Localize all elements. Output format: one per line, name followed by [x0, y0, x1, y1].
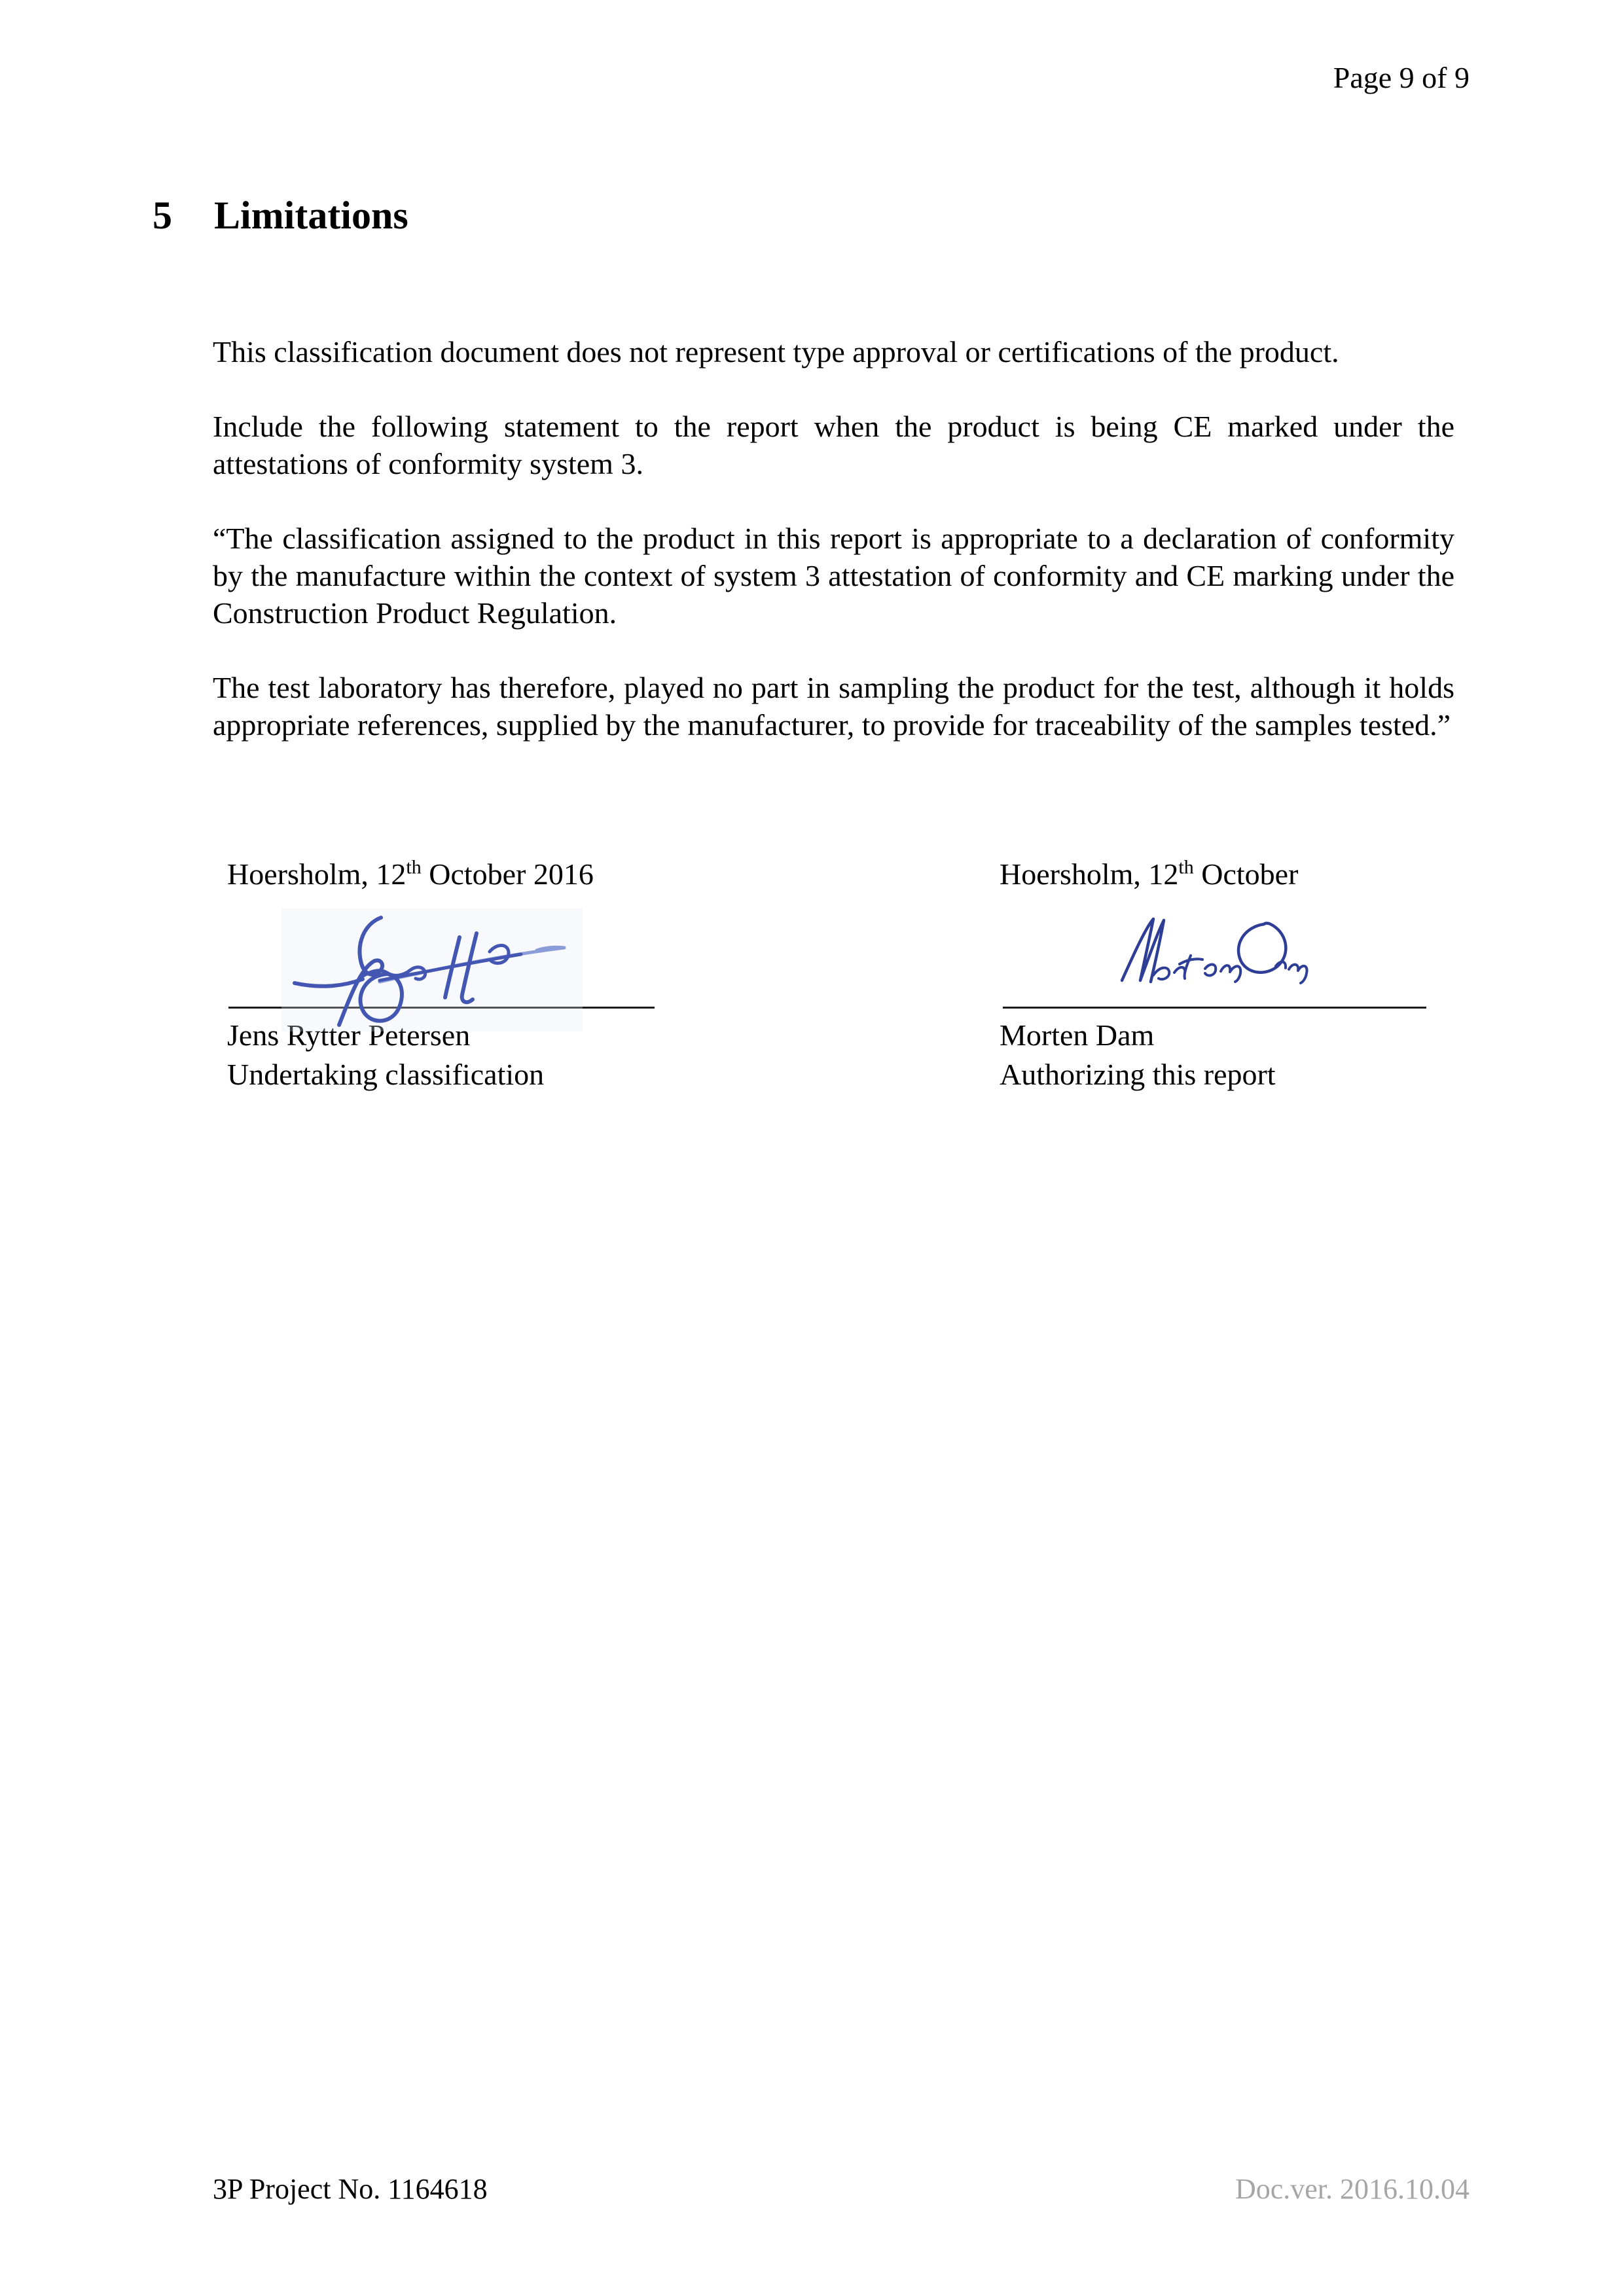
date-left-ordinal: th — [406, 856, 422, 878]
section-title: Limitations — [214, 194, 408, 237]
handwritten-signature-morten-icon — [1111, 914, 1309, 990]
paragraph-no-type-approval: This classification document does not represent type approval or certifications of the product. — [213, 335, 1339, 368]
paragraph-include-statement: Include the following statement to the report when the product is being CE marked under the attestations of conformity system 3. — [213, 410, 1454, 480]
signature-date-left — [227, 857, 594, 892]
section-heading — [153, 194, 408, 237]
paragraph-quote-start: “The classification assigned to the product in this report is appropriate to a declaration of conformity by the manufacture within the context of system 3 attestation of conformity and CE marking under the Construction Product Regulation. — [213, 522, 1454, 630]
signatory-right — [1000, 1016, 1276, 1094]
footer-project-number: 3P Project No. 1164618 — [213, 2173, 488, 2205]
signature-line-right — [1003, 1007, 1426, 1009]
date-right-suffix: October — [1193, 857, 1299, 891]
date-left-suffix: October 2016 — [421, 857, 594, 891]
signature-date-right — [1000, 857, 1298, 892]
footer-doc-version: Doc.ver. 2016.10.04 — [1235, 2173, 1470, 2205]
signatory-left-name: Jens Rytter Petersen — [227, 1018, 471, 1052]
date-right-prefix: Hoersholm, 12 — [1000, 857, 1179, 891]
date-left-prefix: Hoersholm, 12 — [227, 857, 406, 891]
handwritten-signature-jens-icon — [281, 908, 583, 1031]
paragraph-quote-end: The test laboratory has therefore, played no part in sampling the product for the test, although it holds appropriate references, supplied by the manufacturer, to provide for traceability of the samples tested.” — [213, 671, 1454, 742]
signatory-right-role: Authorizing this report — [1000, 1058, 1276, 1091]
page-number: Page 9 of 9 — [1333, 61, 1470, 94]
section-number: 5 — [153, 194, 172, 237]
signatory-right-name: Morten Dam — [1000, 1018, 1155, 1052]
signatory-left-role: Undertaking classification — [227, 1058, 545, 1091]
body-text — [213, 333, 1454, 781]
date-right-ordinal: th — [1178, 856, 1194, 878]
